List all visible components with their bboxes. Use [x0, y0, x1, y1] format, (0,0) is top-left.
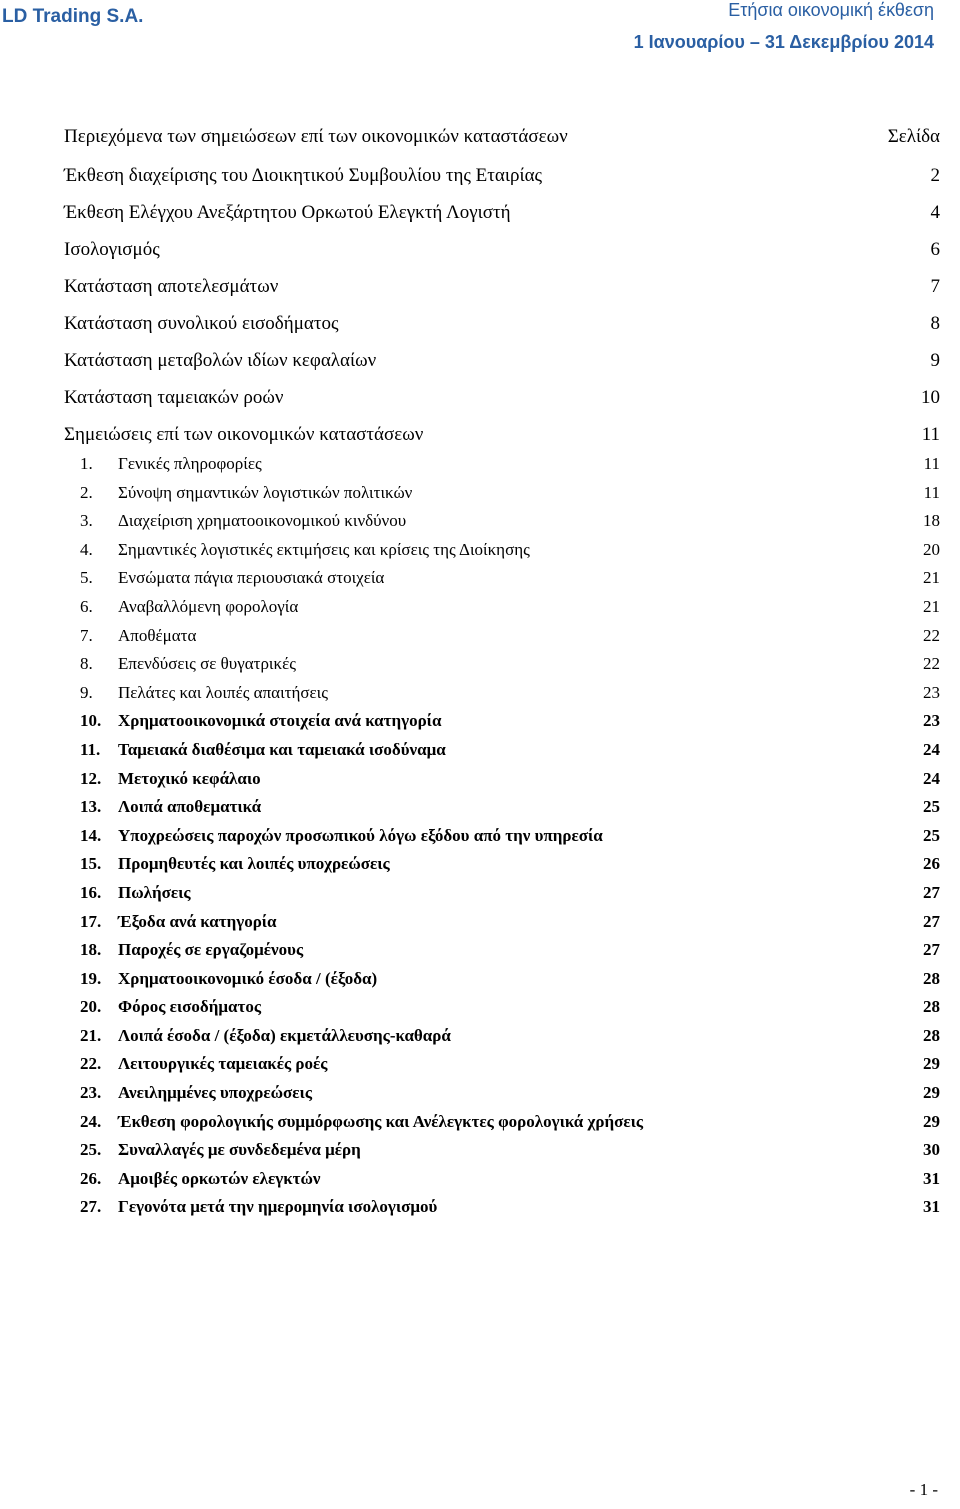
toc-note-title: Γενικές πληροφορίες [118, 454, 262, 473]
toc-note-number: 23. [80, 1083, 102, 1103]
toc-entry-page: 9 [930, 350, 940, 371]
toc-note-number: 1. [80, 454, 93, 473]
toc-note-title: Φόρος εισοδήματος [118, 997, 262, 1017]
toc-note-title: Επενδύσεις σε θυγατρικές [118, 654, 296, 674]
toc-note-page: 25 [923, 797, 940, 817]
toc-note-page: 28 [923, 1025, 940, 1045]
toc-entry-page: 11 [921, 424, 940, 445]
report-period: 1 Ιανουαρίου – 31 Δεκεμβρίου 2014 [633, 32, 934, 52]
toc-note-page: 27 [923, 940, 940, 960]
toc-note-number: 20. [80, 997, 102, 1017]
toc-entry [64, 238, 940, 275]
toc-note-title: Σημαντικές λογιστικές εκτιμήσεις και κρίσεις της Διοίκησης [118, 539, 530, 559]
toc-note-number: 4. [80, 539, 93, 559]
toc-note-page: 21 [923, 596, 940, 616]
toc-note-entry [80, 1025, 940, 1054]
toc-entry-title: Κατάσταση μεταβολών ιδίων κεφαλαίων [64, 350, 377, 371]
toc-note-page: 11 [923, 454, 940, 473]
toc-note-title: Χρηματοοικονομικά στοιχεία ανά κατηγορία [118, 711, 442, 731]
toc-entry [64, 201, 940, 238]
toc-note-page: 24 [923, 768, 940, 788]
toc-note-title: Συναλλαγές με συνδεδεμένα μέρη [118, 1140, 361, 1160]
page-column-label: Σελίδα [887, 126, 940, 147]
toc-note-entry [80, 1196, 940, 1225]
toc-note-page: 22 [923, 625, 940, 645]
toc-note-page: 27 [923, 882, 940, 902]
toc-note-entry [80, 1139, 940, 1168]
toc-note-entry [80, 1111, 940, 1140]
toc-note-entry [80, 882, 940, 911]
toc-note-title: Λειτουργικές ταμειακές ροές [118, 1054, 328, 1074]
toc-note-entry [80, 625, 940, 654]
toc-entry-page: 10 [921, 387, 940, 408]
toc-note-page: 27 [923, 911, 940, 931]
toc-note-number: 8. [80, 654, 93, 674]
toc-note-entry [80, 596, 940, 625]
toc-note-page: 23 [923, 711, 940, 731]
toc-entry-title: Κατάσταση συνολικού εισοδήματος [64, 313, 339, 334]
toc-note-title: Πελάτες και λοιπές απαιτήσεις [118, 682, 328, 702]
toc-note-number: 24. [80, 1111, 102, 1131]
toc-entry [64, 386, 940, 423]
toc-note-number: 26. [80, 1168, 102, 1188]
toc-note-entry [80, 911, 940, 940]
toc-note-entry [80, 939, 940, 968]
toc-entry-title: Κατάσταση αποτελεσμάτων [64, 276, 279, 297]
toc-note-entry [80, 768, 940, 797]
toc-note-title: Προμηθευτές και λοιπές υποχρεώσεις [118, 854, 390, 874]
toc-note-page: 21 [923, 568, 940, 588]
toc-note-page: 29 [923, 1111, 940, 1131]
toc-note-title: Ανειλημμένες υποχρεώσεις [118, 1083, 312, 1103]
toc-note-page: 28 [923, 997, 940, 1017]
toc-note-page: 31 [923, 1197, 940, 1217]
toc-note-number: 7. [80, 625, 93, 645]
toc-note-page: 23 [923, 682, 940, 702]
toc-note-number: 15. [80, 854, 102, 874]
toc-entry-title: Κατάσταση ταμειακών ροών [64, 387, 284, 408]
toc-note-page: 18 [923, 511, 940, 531]
toc-note-page: 31 [923, 1168, 940, 1188]
toc-note-page: 25 [923, 825, 940, 845]
toc-entry-title: Σημειώσεις επί των οικονομικών καταστάσεων [64, 424, 424, 445]
toc-note-page: 26 [923, 854, 940, 874]
toc-entry [64, 164, 940, 201]
toc-note-number: 13. [80, 797, 102, 817]
toc-note-number: 27. [80, 1197, 102, 1217]
toc-note-title: Γεγονότα μετά την ημερομηνία ισολογισμού [118, 1197, 438, 1217]
toc-note-number: 6. [80, 596, 93, 616]
toc-note-title: Αμοιβές ορκωτών ελεγκτών [118, 1168, 321, 1188]
toc-note-number: 16. [80, 882, 102, 902]
toc-note-entry [80, 453, 940, 482]
toc-entry-title: Ισολογισμός [64, 239, 160, 260]
toc-note-title: Έξοδα ανά κατηγορία [118, 911, 277, 931]
toc-note-title: Υποχρεώσεις παροχών προσωπικού λόγω εξόδου από την υπηρεσία [118, 825, 603, 845]
toc-note-page: 29 [923, 1083, 940, 1103]
toc-note-title: Αποθέματα [118, 625, 197, 645]
toc-note-number: 18. [80, 940, 102, 960]
toc-note-entry [80, 510, 940, 539]
toc-note-title: Διαχείριση χρηματοοικονομικού κινδύνου [118, 511, 407, 531]
toc-note-number: 14. [80, 825, 102, 845]
toc-note-page: 20 [923, 539, 940, 559]
toc-note-number: 5. [80, 568, 93, 588]
report-title: Ετήσια οικονομική έκθεση [728, 0, 934, 20]
toc-note-title: Ενσώματα πάγια περιουσιακά στοιχεία [118, 568, 385, 588]
toc-entry-title: Έκθεση διαχείρισης του Διοικητικού Συμβουλίου της Εταιρίας [64, 165, 543, 186]
toc-note-title: Σύνοψη σημαντικών λογιστικών πολιτικών [118, 482, 413, 502]
toc-heading [64, 126, 940, 148]
toc-entry [64, 349, 940, 386]
toc-note-entry [80, 1053, 940, 1082]
toc-entry-page: 4 [930, 202, 940, 223]
toc-note-number: 22. [80, 1054, 102, 1074]
toc-note-title: Πωλήσεις [118, 882, 191, 902]
toc-entry-page: 7 [930, 276, 940, 297]
toc-note-entry [80, 710, 940, 739]
toc-note-entry [80, 539, 940, 568]
toc-note-page: 11 [923, 482, 940, 502]
toc-main-list [64, 164, 940, 460]
page-number: - 1 - [909, 1480, 938, 1499]
toc-note-title: Μετοχικό κεφάλαιο [118, 768, 261, 788]
toc-note-page: 28 [923, 968, 940, 988]
toc-note-title: Παροχές σε εργαζομένους [118, 940, 304, 960]
toc-note-number: 9. [80, 682, 93, 702]
toc-note-number: 21. [80, 1025, 102, 1045]
toc-note-entry [80, 1168, 940, 1197]
toc-note-entry [80, 682, 940, 711]
toc-note-entry [80, 653, 940, 682]
toc-note-title: Λοιπά αποθεματικά [118, 797, 262, 817]
toc-note-entry [80, 482, 940, 511]
toc-note-number: 10. [80, 711, 102, 731]
toc-note-number: 19. [80, 968, 102, 988]
toc-note-title: Λοιπά έσοδα / (έξοδα) εκμετάλλευσης-καθαρά [118, 1025, 451, 1045]
toc-note-title: Αναβαλλόμενη φορολογία [118, 596, 299, 616]
toc-note-number: 3. [80, 511, 93, 531]
toc-note-title: Χρηματοοικονομικό έσοδα / (έξοδα) [118, 968, 378, 988]
toc-note-title: Ταμειακά διαθέσιμα και ταμειακά ισοδύναμα [118, 739, 446, 759]
toc-note-entry [80, 567, 940, 596]
toc-entry [64, 275, 940, 312]
toc-note-number: 17. [80, 911, 102, 931]
toc-note-number: 11. [80, 739, 101, 759]
toc-entry-page: 2 [930, 165, 940, 186]
toc-entry-page: 6 [930, 239, 940, 260]
toc-note-page: 24 [923, 739, 940, 759]
toc-notes-list [80, 453, 940, 1225]
toc-entry-page: 8 [930, 313, 940, 334]
toc-note-number: 25. [80, 1140, 102, 1160]
toc-note-entry [80, 968, 940, 997]
toc-note-entry [80, 825, 940, 854]
toc-note-page: 22 [923, 654, 940, 674]
toc-entry-title: Έκθεση Ελέγχου Ανεξάρτητου Ορκωτού Ελεγκτή Λογιστή [64, 202, 511, 223]
toc-heading-text: Περιεχόμενα των σημειώσεων επί των οικονομικών καταστάσεων [64, 126, 568, 147]
toc-note-entry [80, 996, 940, 1025]
toc-note-entry [80, 739, 940, 768]
toc-note-entry [80, 853, 940, 882]
toc-note-number: 2. [80, 482, 93, 502]
toc-note-page: 29 [923, 1054, 940, 1074]
toc-note-title: Έκθεση φορολογικής συμμόρφωσης και Ανέλεγκτες φορολογικά χρήσεις [118, 1111, 644, 1131]
toc-note-entry [80, 1082, 940, 1111]
toc-note-number: 12. [80, 768, 102, 788]
company-name: LD Trading S.A. [2, 6, 144, 27]
toc-note-page: 30 [923, 1140, 940, 1160]
toc-entry [64, 312, 940, 349]
toc-note-entry [80, 796, 940, 825]
